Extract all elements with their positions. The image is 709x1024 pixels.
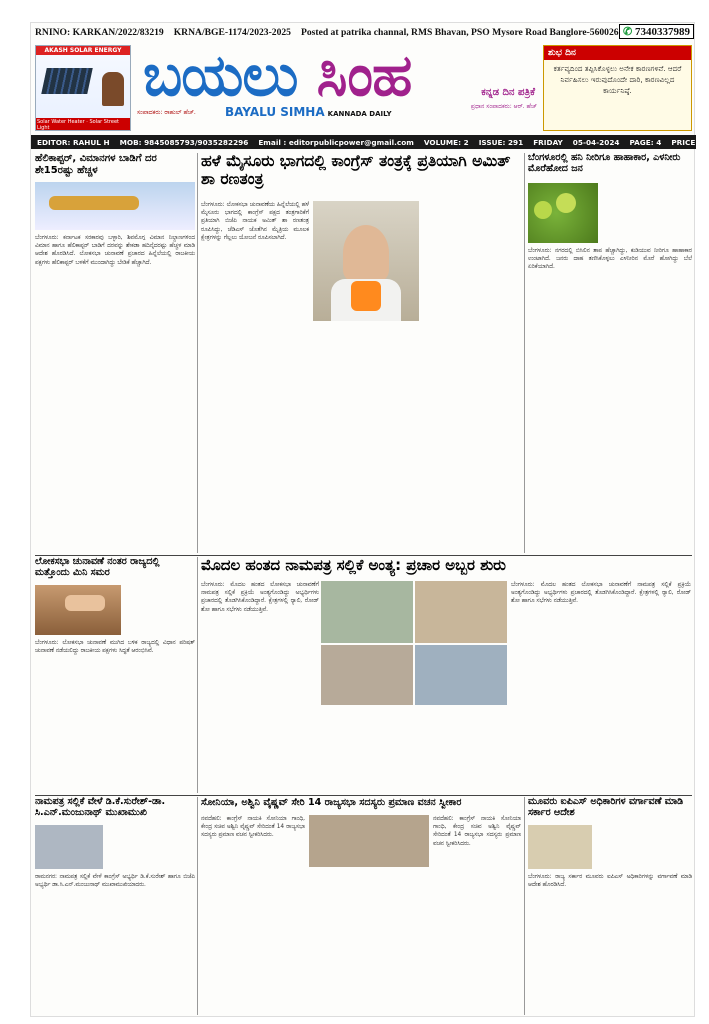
news-photo bbox=[35, 182, 195, 230]
article-body-cont: ನವದೆಹಲಿ: ಕಾಂಗ್ರೆಸ್ ನಾಯಕಿ ಸೋನಿಯಾ ಗಾಂಧಿ, ಕೇಂದ್ರ ಸಚಿವ ಅಶ್ವಿನಿ ವೈಷ್ಣವ್ ಸೇರಿದಂತೆ 14 ರಾಜ್ಯಸಭಾ ಸದಸ್ಯರು ಪ್ರಮಾಣ ವಚನ ಸ್ವೀಕರಿಸಿದರು. bbox=[433, 816, 521, 847]
volume: VOLUME: 2 bbox=[423, 137, 469, 147]
phone-text: 7340337989 bbox=[635, 26, 690, 38]
article-body: ಬೆಂಗಳೂರು: ಲೋಕಸಭಾ ಚುನಾವಣೆಯ ಹಿನ್ನೆಲೆಯಲ್ಲಿ ಹಳೆ ಮೈಸೂರು ಭಾಗದಲ್ಲಿ ಕಾಂಗ್ರೆಸ್ ಪಕ್ಷದ ತಂತ್ರಗಾರಿಕೆಗೆ ಪ್ರತಿಯಾಗಿ ಬಿಜೆಪಿ ನಾಯಕ ಅಮಿತ್ ಶಾ ರಣತಂತ್ರ ರೂಪಿಸಿದ್ದು, ಜೆಡಿಎಸ್ ಜೊತೆಗಿನ ಮೈತ್ರಿಯ ಮೂಲಕ ಕ್ಷೇತ್ರಗಳನ್ನು ಗೆಲ್ಲಲು ಯೋಜನೆ ರೂಪಿಸಲಾಗಿದೆ. bbox=[201, 202, 309, 241]
article-ips-transfer bbox=[528, 797, 692, 1015]
solar-panel-image bbox=[41, 68, 93, 94]
hand-shape bbox=[65, 595, 105, 611]
article-body: ಬೆಂಗಳೂರು: ಮೊದಲ ಹಂತದ ಲೋಕಸಭಾ ಚುನಾವಣೆಗೆ ನಾಮಪತ್ರ ಸಲ್ಲಿಕೆ ಪ್ರಕ್ರಿಯೆ ಅಂತ್ಯಗೊಂಡಿದ್ದು ಅಭ್ಯರ್ಥಿಗಳು ಪ್ರಚಾರದಲ್ಲಿ ತೊಡಗಿಸಿಕೊಂಡಿದ್ದಾರೆ. ಕ್ಷೇತ್ರಗಳಲ್ಲಿ ರ್‍ಯಾಲಿ, ರೋಡ್ ಶೋ ಹಾಗೂ ಸಭೆಗಳು ನಡೆಯುತ್ತಿವೆ. bbox=[201, 582, 319, 613]
article-mini-election bbox=[35, 557, 195, 793]
headline: ಲೋಕಸಭಾ ಚುನಾವಣೆ ನಂತರ ರಾಜ್ಯದಲ್ಲಿ ಮತ್ತೊಂದು ಮಿನಿ ಸಮರ bbox=[35, 556, 160, 578]
column-divider bbox=[197, 797, 198, 1015]
oath-photo bbox=[309, 815, 429, 867]
headline: ನಾಮಪತ್ರ ಸಲ್ಲಿಕೆ ವೇಳೆ ಡಿ.ಕೆ.ಸುರೇಶ್-ಡಾ. ಸಿ.ಎನ್.ಮಂಜುನಾಥ್ ಮುಖಾಮುಖಿ bbox=[35, 796, 166, 818]
thought-heading: ಶುಭ ದಿನ bbox=[544, 46, 691, 60]
subtitle-text: BAYALU SIMHA bbox=[225, 105, 325, 119]
date: 05-04-2024 bbox=[572, 137, 620, 147]
portrait-face bbox=[343, 225, 389, 281]
ballot-hand-photo bbox=[35, 585, 121, 635]
phone-number bbox=[619, 24, 694, 39]
mobile-numbers: MOB: 9845085793/9035282296 bbox=[119, 137, 249, 147]
ad-footer: Solar Water Heater · Solar Street Light bbox=[36, 118, 130, 130]
ips-badge-photo bbox=[528, 825, 592, 869]
coconut-1 bbox=[534, 201, 552, 219]
article-body: ಬೆಂಗಳೂರು: ರಾಜ್ಯ ಸರ್ಕಾರ ಮೂವರು ಐಪಿಎಸ್ ಅಧಿಕಾರಿಗಳನ್ನು ವರ್ಗಾವಣೆ ಮಾಡಿ ಆದೇಶ ಹೊರಡಿಸಿದೆ. bbox=[528, 873, 692, 889]
amit-shah-photo bbox=[313, 201, 419, 321]
editor-label: ಸಂಪಾದಕರು: ರಾಹುಲ್ ಹೆಚ್. bbox=[137, 109, 196, 116]
krna-number: KRNA/BGE-1174/2023-2025 bbox=[173, 26, 291, 38]
column-divider bbox=[197, 557, 198, 793]
headline: ಹಳೆ ಮೈಸೂರು ಭಾಗದಲ್ಲಿ ಕಾಂಗ್ರೆಸ್ ತಂತ್ರಕ್ಕೆ ಪ್ರತಿಯಾಗಿ ಅಮಿತ್ ಶಾ ರಣತಂತ್ರ bbox=[201, 152, 511, 188]
editor-name: EDITOR: RAHUL H bbox=[37, 137, 110, 147]
thought-body: ಕರ್ತವ್ಯದಿಂದ ತಪ್ಪಿಸಿಕೊಳ್ಳಲು ಅನೇಕ ಕಾರಣಗಳಿವೆ. ಆದರೆ ನಿರ್ವಹಿಸಲು ಇರುವುದೊಂದೇ ದಾರಿ, ಕಾರಣವಿಲ್ಲದ ಕಾರ್ಯನಿಷ್ಠೆ. bbox=[553, 64, 682, 95]
subtitle-small: KANNADA DAILY bbox=[327, 110, 392, 118]
article-body-cont: ಬೆಂಗಳೂರು: ಮೊದಲ ಹಂತದ ಲೋಕಸಭಾ ಚುನಾವಣೆಗೆ ನಾಮಪತ್ರ ಸಲ್ಲಿಕೆ ಪ್ರಕ್ರಿಯೆ ಅಂತ್ಯಗೊಂಡಿದ್ದು ಅಭ್ಯರ್ಥಿಗಳು ಪ್ರಚಾರದಲ್ಲಿ ತೊಡಗಿಸಿಕೊಂಡಿದ್ದಾರೆ. ಕ್ಷೇತ್ರಗಳಲ್ಲಿ ರ್‍ಯಾಲಿ, ರೋಡ್ ಶೋ ಹಾಗೂ ಸಭೆಗಳು ನಡೆಯುತ್ತಿವೆ. bbox=[511, 582, 691, 605]
day: FRIDAY bbox=[533, 137, 563, 147]
tagline: ಕನ್ನಡ ದಿನ ಪತ್ರಿಕೆ bbox=[481, 87, 535, 98]
article-body: ನವದೆಹಲಿ: ಕಾಂಗ್ರೆಸ್ ನಾಯಕಿ ಸೋನಿಯಾ ಗಾಂಧಿ, ಕೇಂದ್ರ ಸಚಿವ ಅಶ್ವಿನಿ ವೈಷ್ಣವ್ ಸೇರಿದಂತೆ 14 ರಾಜ್ಯಸಭಾ ಸದಸ್ಯರು ಪ್ರಮಾಣ ವಚನ ಸ್ವೀಕರಿಸಿದರು. bbox=[201, 816, 305, 839]
person-image bbox=[102, 72, 124, 106]
article-dk-suresh bbox=[35, 797, 195, 1015]
masthead bbox=[139, 43, 541, 131]
rni-number: RNINO: KARKAN/2022/83219 bbox=[35, 26, 164, 38]
registration-line bbox=[31, 23, 696, 41]
headline: ಹೆಲಿಕಾಪ್ಟರ್, ವಿಮಾನಗಳ ಬಾಡಿಗೆ ದರ ಶೇ15ರಷ್ಟು ಹೆಚ್ಚಳ bbox=[35, 153, 157, 176]
issue: ISSUE: 291 bbox=[478, 137, 524, 147]
article-rajya-sabha bbox=[201, 797, 521, 1015]
column-divider bbox=[524, 153, 525, 553]
article-nomination bbox=[201, 557, 692, 793]
candidates-photo bbox=[35, 825, 103, 869]
price: PRICE:3/- bbox=[671, 137, 709, 147]
nomination-photo-1 bbox=[321, 581, 413, 643]
solar-advertisement bbox=[35, 45, 131, 131]
info-bar bbox=[31, 135, 709, 149]
article-helicopter bbox=[35, 153, 195, 553]
helicopter-shape bbox=[49, 196, 139, 210]
column-divider bbox=[524, 797, 525, 1015]
posted-info: Posted at patrika channal, RMS Bhavan, PSO Mysore Road Banglore-560026 bbox=[300, 26, 619, 38]
coconut-photo bbox=[528, 183, 598, 243]
article-body: ಬೆಂಗಳೂರು: ಲೋಕಸಭಾ ಚುನಾವಣೆ ಮುಗಿದ ಬಳಿಕ ರಾಜ್ಯದಲ್ಲಿ ವಿಧಾನ ಪರಿಷತ್ ಚುನಾವಣೆ ನಡೆಯಲಿದ್ದು ರಾಜಕೀಯ ಪಕ್ಷಗಳು ಸಿದ್ಧತೆ ಆರಂಭಿಸಿವೆ. bbox=[35, 639, 195, 655]
article-amit-shah bbox=[201, 153, 521, 553]
headline: ಮೂವರು ಐಪಿಎಸ್ ಅಧಿಕಾರಿಗಳ ವರ್ಗಾವಣೆ ಮಾಡಿ ಸರ್ಕಾರ ಆದೇಶ bbox=[528, 796, 684, 818]
page-number: PAGE: 4 bbox=[629, 137, 662, 147]
article-body: ಬೆಂಗಳೂರು: ಕರ್ನಾಟಕ ಸರಕಾರವು ಬಳ್ಳಾರಿ, ಶಿವಮೊಗ್ಗ ವಿಮಾನ ನಿಲ್ದಾಣಗಳಿಂದ ವಿಮಾನ ಹಾಗೂ ಹೆಲಿಕಾಪ್ಟರ್ ಬಾಡಿಗೆ ದರವನ್ನು ಶೇಕಡಾ ಹದಿನೈದರಷ್ಟು ಹೆಚ್ಚಳ ಮಾಡಿ ಆದೇಶ ಹೊರಡಿಸಿದೆ. ಲೋಕಸಭಾ ಚುನಾವಣೆ ಪ್ರಚಾರದ ಹಿನ್ನೆಲೆಯಲ್ಲಿ ರಾಜಕೀಯ ಪಕ್ಷಗಳು ಹೆಲಿಕಾಪ್ಟರ್ ಬಳಕೆಗೆ ಮುಂದಾಗಿದ್ದು ಬೇಡಿಕೆ ಹೆಚ್ಚಾಗಿದೆ. bbox=[35, 235, 195, 266]
newspaper-page bbox=[30, 22, 709, 1017]
article-water-crisis bbox=[528, 153, 692, 553]
title-part-1: ಬಯಲು bbox=[143, 41, 298, 109]
email: Email : editorpublicpower@gmail.com bbox=[258, 137, 414, 147]
headline: ಬೆಂಗಳೂರಲ್ಲಿ ಹನಿ ನೀರಿಗೂ ಹಾಹಾಕಾರ, ಎಳನೀರು ಮೊರೆಹೋದ ಜನ bbox=[528, 152, 681, 174]
whatsapp-icon: ✆ bbox=[623, 26, 633, 38]
headline: ಮೊದಲ ಹಂತದ ನಾಮಪತ್ರ ಸಲ್ಲಿಕೆ ಅಂತ್ಯ: ಪ್ರಚಾರ ಅಬ್ಬರ ಶುರು bbox=[201, 556, 506, 574]
nomination-photo-3 bbox=[321, 645, 413, 705]
chief-editor: ಪ್ರಧಾನ ಸಂಪಾದಕರು: ಆರ್. ಹೆಚ್ bbox=[470, 103, 537, 110]
article-body: ರಾಮನಗರ: ನಾಮಪತ್ರ ಸಲ್ಲಿಕೆ ವೇಳೆ ಕಾಂಗ್ರೆಸ್ ಅಭ್ಯರ್ಥಿ ಡಿ.ಕೆ.ಸುರೇಶ್ ಹಾಗೂ ಬಿಜೆಪಿ ಅಭ್ಯರ್ಥಿ ಡಾ.ಸಿ.ಎನ್.ಮಂಜುನಾಥ್ ಮುಖಾಮುಖಿಯಾದರು. bbox=[35, 873, 195, 889]
headline: ಸೋನಿಯಾ, ಅಶ್ವಿನಿ ವೈಷ್ಣವ್ ಸೇರಿ 14 ರಾಜ್ಯಸಭಾ ಸದಸ್ಯರು ಪ್ರಮಾಣ ವಚನ ಸ್ವೀಕಾರ bbox=[201, 797, 462, 808]
column-divider bbox=[197, 153, 198, 553]
newspaper-subtitle bbox=[225, 105, 392, 119]
nomination-photo-4 bbox=[415, 645, 507, 705]
title-part-2: ಸಿಂಹ bbox=[316, 41, 412, 109]
article-body: ಬೆಂಗಳೂರು: ನಗರದಲ್ಲಿ ಬಿಸಿಲಿನ ತಾಪ ಹೆಚ್ಚಾಗಿದ್ದು, ಕುಡಿಯುವ ನೀರಿಗೂ ಹಾಹಾಕಾರ ಉಂಟಾಗಿದೆ. ಜನರು ದಾಹ ತಣಿಸಿಕೊಳ್ಳಲು ಎಳನೀರಿನ ಮೊರೆ ಹೋಗಿದ್ದು ಬೆಲೆ ಏರಿಕೆಯಾಗಿದೆ. bbox=[528, 247, 692, 271]
coconut-2 bbox=[556, 193, 576, 213]
nomination-photo-2 bbox=[415, 581, 507, 643]
saffron-stole bbox=[351, 281, 381, 311]
thought-of-day-box bbox=[543, 45, 692, 131]
ad-title: AKASH SOLAR ENERGY bbox=[36, 46, 130, 55]
